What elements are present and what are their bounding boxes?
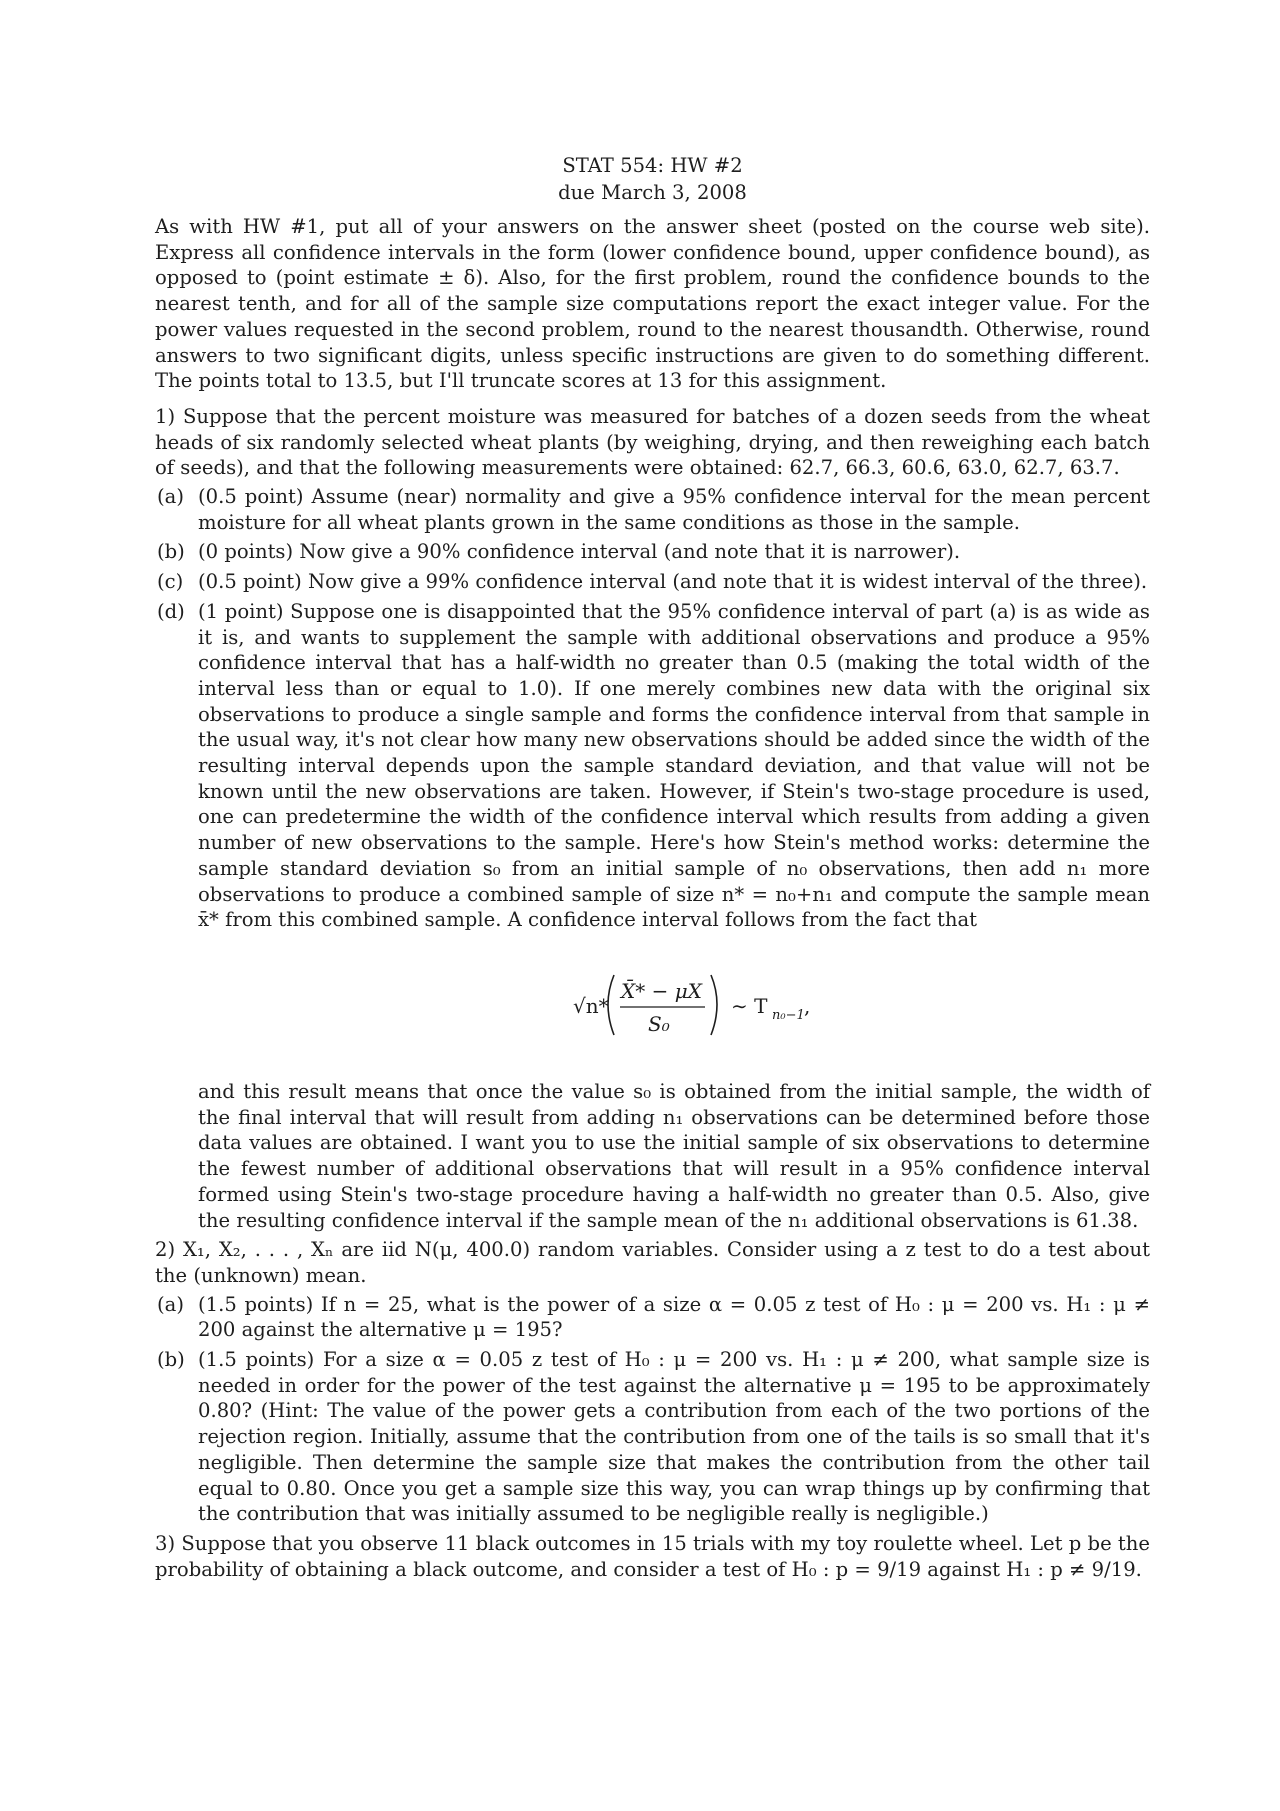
stein-formula-svg	[198, 971, 1150, 1041]
problem-3	[155, 1531, 1150, 1582]
problem-1-part-c	[155, 569, 1150, 595]
part-label: (d)	[157, 599, 185, 623]
problem-2	[155, 1237, 1150, 1527]
formula-numerator: X̄* − μX	[621, 978, 702, 1003]
problem-1-part-d	[155, 599, 1150, 1233]
document-page	[155, 152, 1150, 1582]
part-text: (1.5 points) If n = 25, what is the power of a size α = 0.05 z test of H₀ : μ = 200 vs. H₁ : μ ≠ 200 against the alternative μ = 195?	[198, 1292, 1150, 1342]
part-label: (b)	[157, 540, 185, 564]
part-label: (a)	[157, 1292, 184, 1316]
formula-result: ∼ T	[731, 993, 768, 1018]
formula-denominator: S₀	[648, 1011, 670, 1036]
formula-left-paren	[608, 975, 614, 1035]
title-block	[155, 152, 1150, 206]
problem-1-parts	[155, 484, 1150, 1233]
part-text: (1.5 points) For a size α = 0.05 z test of H₀ : μ = 200 vs. H₁ : μ ≠ 200, what sample size is needed in order for the power of the test against the alternative μ = 195 to be approximately 0.80? (Hint: The value of the power gets a contribution from each of the two portions of the rejection region. Initially, assume that the contribution from one of the tails is so small that it's negligible. Then determine the sample size that makes the contribution from the other tail equal to 0.80. Once you get a sample size this way, you can wrap things up by confirming that the contribution that was initially assumed to be negligible really is negligible.)	[198, 1348, 1150, 1526]
document-title: STAT 554: HW #2	[562, 154, 743, 177]
intro-paragraph: As with HW #1, put all of your answers on the answer sheet (posted on the course web site). Express all confidence intervals in the form (lower confidence bound, upper confidence bound), as opposed to (point estimate ± δ). Also, for the first problem, round the confidence bounds to the nearest tenth, and for all of the sample size computations report the exact integer value. For the power values requested in the second problem, round to the nearest thousandth. Otherwise, round answers to two significant digits, unless specific instructions are given to do something different. The points total to 13.5, but I'll truncate scores at 13 for this assignment.	[155, 215, 1150, 393]
part-text: (0.5 point) Now give a 99% confidence interval (and note that it is widest interval of the three).	[198, 570, 1148, 594]
problem-2-part-b	[155, 1347, 1150, 1527]
formula-trail: ,	[804, 993, 811, 1018]
part-text: (1 point) Suppose one is disappointed that the 95% confidence interval of part (a) is as wide as it is, and wants to supplement the sample with additional observations and produce a 95% confidence interval that has a half-width no greater than 0.5 (making the total width of the interval less than or equal to 1.0). If one merely combines new data with the original six observations to produce a single sample and forms the confidence interval from that sample in the usual way, it's not clear how many new observations should be added since the width of the resulting interval depends upon the sample standard deviation, and that value will not be known until the new observations are taken. However, if Stein's two-stage procedure is used, one can predetermine the width of the confidence interval which results from adding a given number of new observations to the sample. Here's how Stein's method works: determine the sample standard deviation s₀ from an initial sample of n₀ observations, then add n₁ more observations to produce a combined sample of size n* = n₀+n₁ and compute the sample mean x̄* from this combined sample. A confidence interval follows from the fact that	[198, 599, 1150, 932]
problem-1	[155, 404, 1150, 1233]
part-text-continued: and this result means that once the value s₀ is obtained from the initial sample, the width of the final interval that will result from adding n₁ observations can be determined before those data values are obtained. I want you to use the initial sample of six observations to determine the fewest number of additional observations that will result in a 95% confidence interval formed using Stein's two-stage procedure having a half-width no greater than 0.5. Also, give the resulting confidence interval if the sample mean of the n₁ additional observations is 61.38.	[198, 1079, 1150, 1232]
part-text: (0.5 point) Assume (near) normality and give a 95% confidence interval for the mean percent moisture for all wheat plants grown in the same conditions as those in the sample.	[198, 485, 1150, 534]
formula-sqrt: √n*	[573, 993, 609, 1018]
part-label: (a)	[157, 485, 184, 509]
formula-subscript: n₀−1	[772, 1007, 805, 1023]
due-date: due March 3, 2008	[558, 181, 747, 204]
problem-2-part-a	[155, 1292, 1150, 1343]
stein-formula	[198, 971, 1150, 1041]
problem-1-part-a	[155, 484, 1150, 535]
part-text: (0 points) Now give a 90% confidence interval (and note that it is narrower).	[198, 540, 961, 564]
problem-3-lead: 3) Suppose that you observe 11 black outcomes in 15 trials with my toy roulette wheel. Let p be the probability of obtaining a black outcome, and consider a test of H₀ : p = 9/19 against H₁ : p ≠ 9/19.	[155, 1531, 1150, 1581]
problem-1-lead: 1) Suppose that the percent moisture was measured for batches of a dozen seeds from the wheat heads of six randomly selected wheat plants (by weighing, drying, and then reweighing each batch of seeds), and that the following measurements were obtained: 62.7, 66.3, 60.6, 63.0, 62.7, 63.7.	[155, 404, 1150, 480]
problem-2-parts	[155, 1292, 1150, 1527]
formula-right-paren	[711, 975, 717, 1035]
problem-1-part-b	[155, 539, 1150, 565]
problem-2-lead: 2) X₁, X₂, . . . , Xₙ are iid N(μ, 400.0) random variables. Consider using a z test to do a test about the (unknown) mean.	[155, 1238, 1150, 1287]
part-label: (b)	[157, 1348, 185, 1372]
part-label: (c)	[157, 570, 184, 594]
